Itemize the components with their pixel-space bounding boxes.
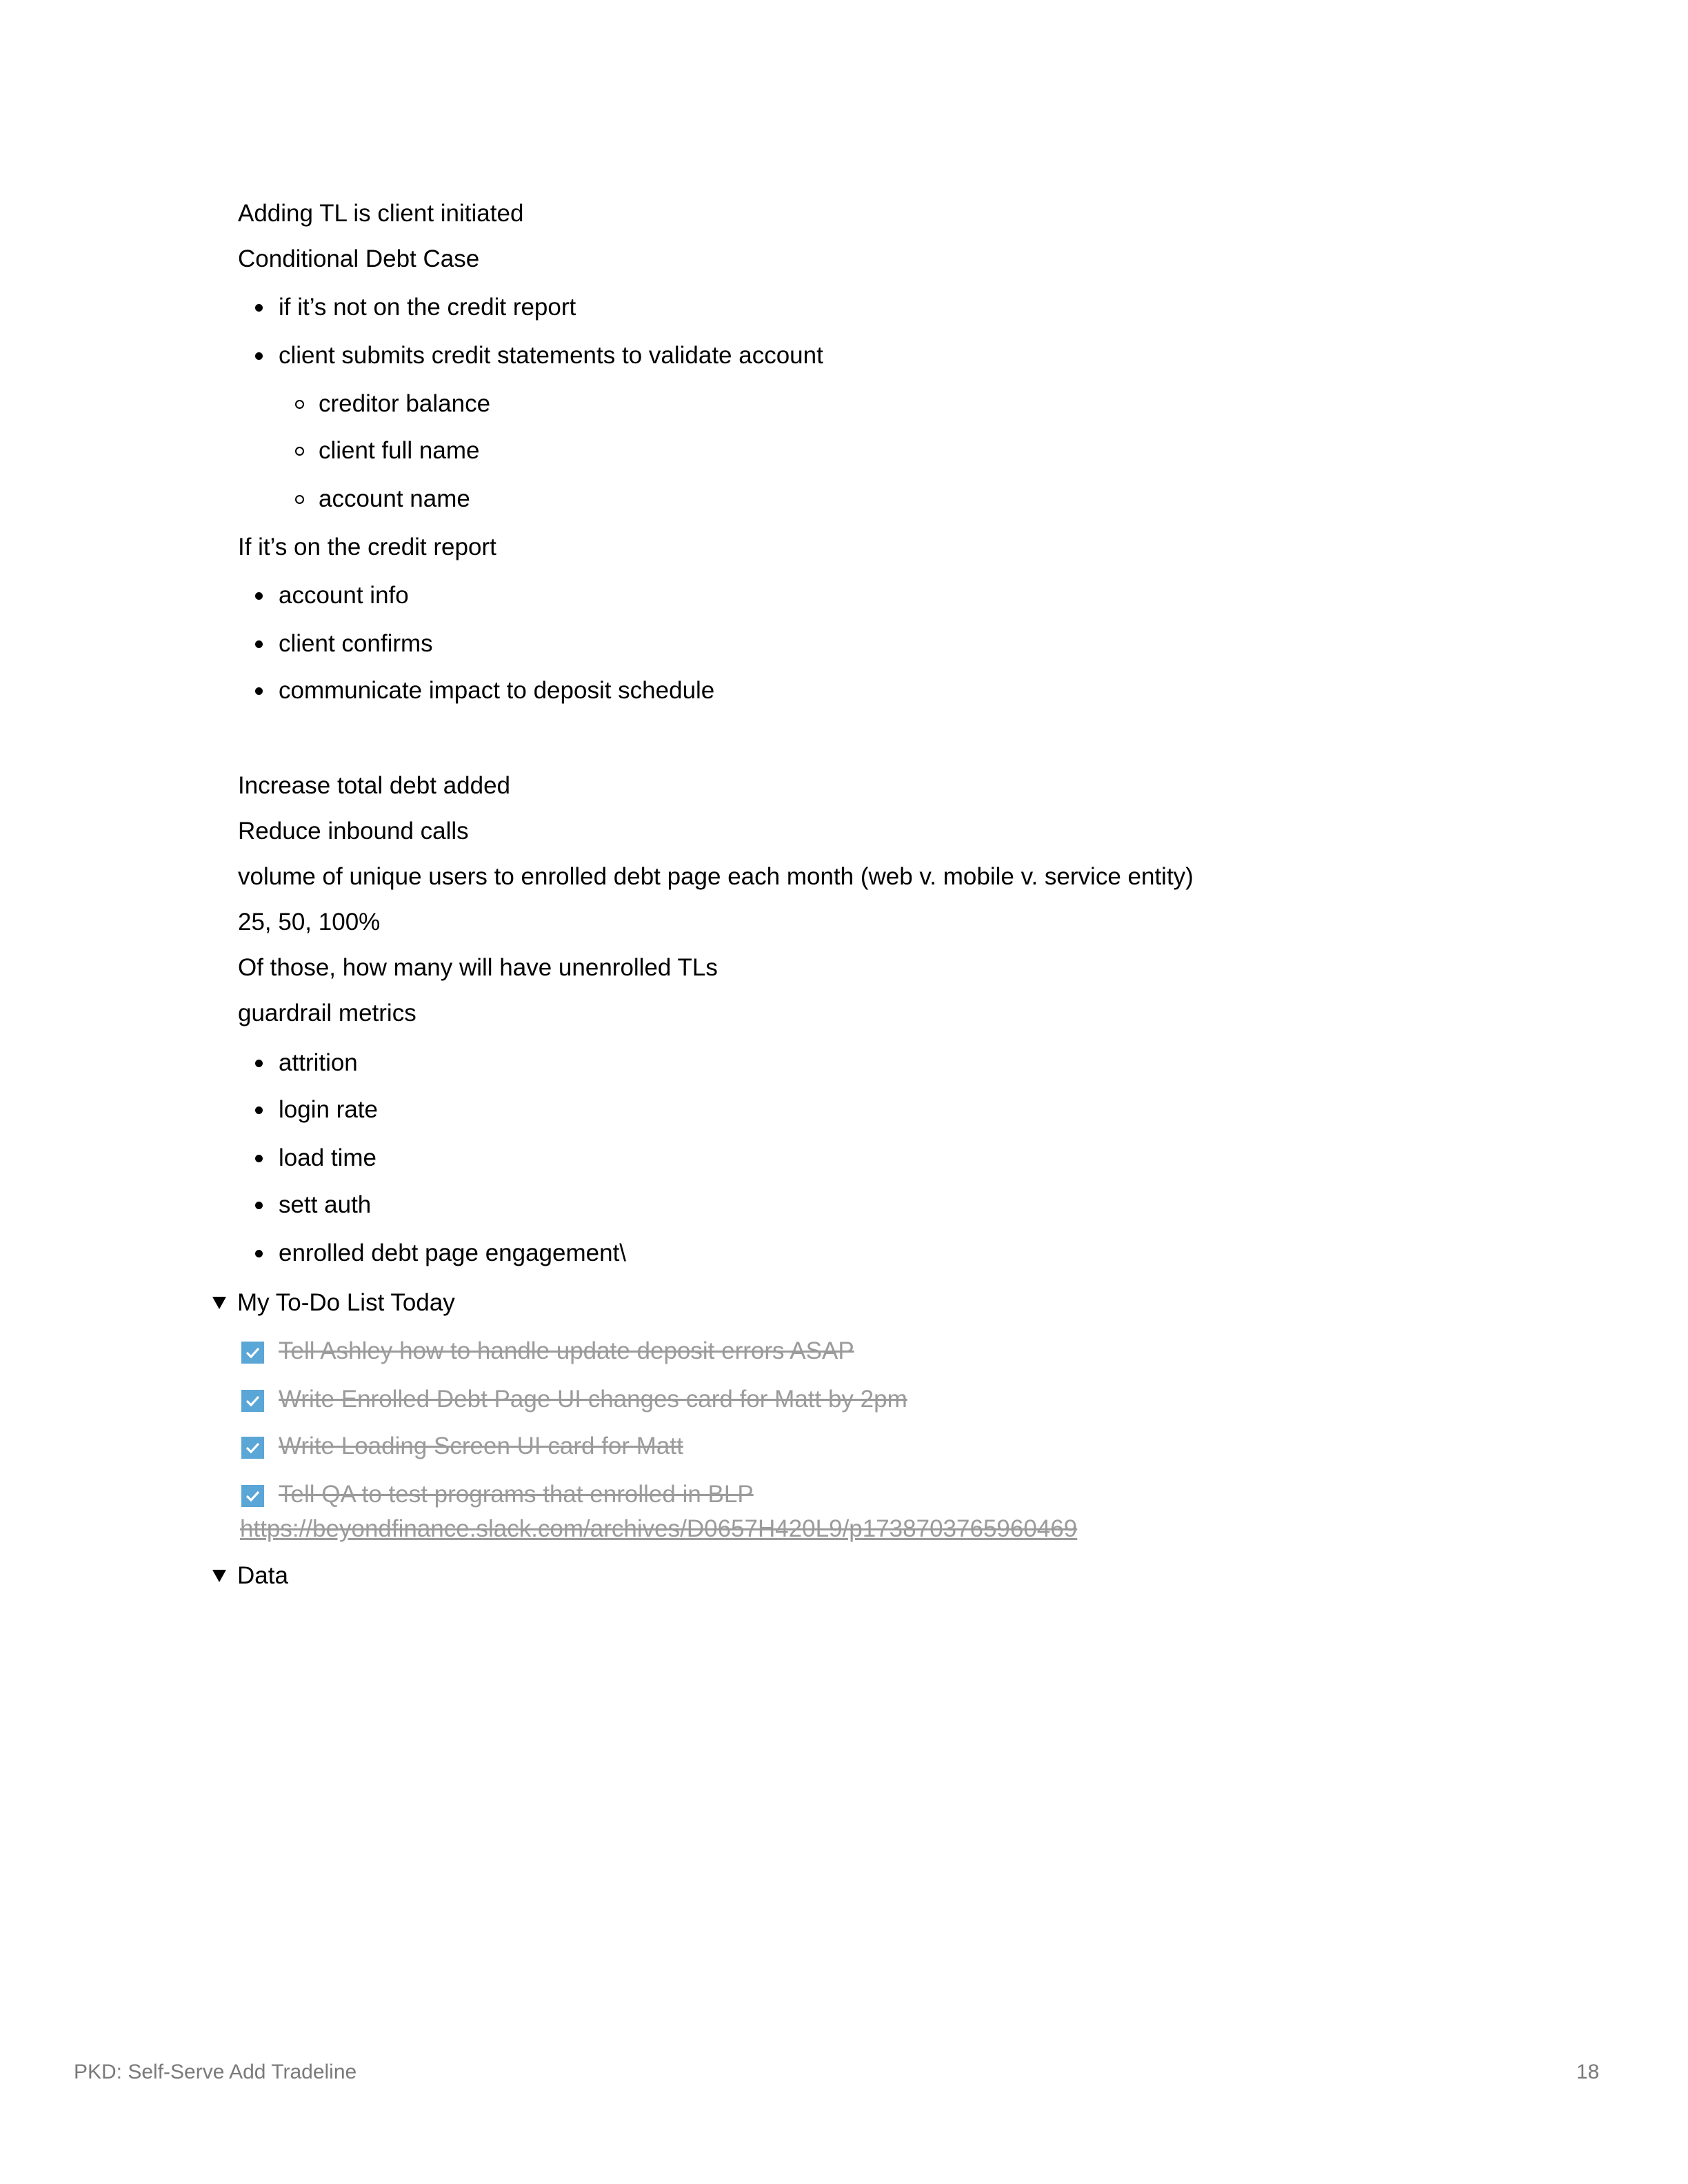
paragraph: If it’s on the credit report [238, 534, 496, 560]
paragraph: Adding TL is client initiated [238, 200, 524, 227]
todo-text: Tell Ashley how to handle update deposit errors ASAP [279, 1337, 854, 1364]
bullet-icon [255, 1106, 263, 1114]
paragraph: guardrail metrics [238, 1000, 416, 1027]
checkbox-checked[interactable] [241, 1485, 264, 1507]
list-item-text: load time [279, 1144, 377, 1171]
hollow-bullet-icon [295, 447, 304, 456]
slack-link[interactable]: https://beyondfinance.slack.com/archives/D0657H420L9/p1738703765960469 [240, 1515, 1078, 1542]
checkbox-checked[interactable] [241, 1342, 264, 1364]
checkmark-icon [245, 1394, 261, 1408]
triangle-down-icon[interactable] [212, 1297, 226, 1309]
list-item-text: creditor balance [319, 390, 491, 417]
todo-text: Write Loading Screen UI card for Matt [279, 1433, 683, 1459]
checkmark-icon [245, 1489, 261, 1503]
triangle-down-icon[interactable] [212, 1570, 226, 1582]
list-item-text: enrolled debt page engagement\ [279, 1240, 627, 1266]
list-item-text: account info [279, 582, 409, 609]
toggle-label: My To-Do List Today [237, 1289, 455, 1316]
paragraph: Conditional Debt Case [238, 245, 480, 272]
bullet-icon [255, 1155, 263, 1162]
hollow-bullet-icon [295, 495, 304, 504]
checkmark-icon [245, 1441, 261, 1455]
paragraph: Of those, how many will have unenrolled TLs [238, 954, 718, 981]
page-number: 18 [1576, 2061, 1600, 2083]
checkmark-icon [245, 1346, 261, 1359]
list-item-text: login rate [279, 1096, 378, 1123]
bullet-icon [255, 1250, 263, 1257]
paragraph: Increase total debt added [238, 772, 511, 799]
list-item-text: account name [319, 485, 470, 512]
bullet-icon [255, 640, 263, 648]
bullet-icon [255, 1202, 263, 1209]
bullet-icon [255, 687, 263, 695]
bullet-icon [255, 1060, 263, 1067]
toggle-label: Data [237, 1562, 288, 1589]
hollow-bullet-icon [295, 400, 304, 409]
list-item-text: attrition [279, 1049, 358, 1076]
footer-title: PKD: Self-Serve Add Tradeline [74, 2061, 357, 2083]
todo-text: Write Enrolled Debt Page UI changes card for Matt by 2pm [279, 1386, 907, 1413]
bullet-icon [255, 592, 263, 600]
list-item-text: if it’s not on the credit report [279, 294, 576, 321]
paragraph: volume of unique users to enrolled debt page each month (web v. mobile v. service entity) [238, 863, 1194, 890]
bullet-icon [255, 304, 263, 312]
checkbox-checked[interactable] [241, 1437, 264, 1459]
list-item-text: client submits credit statements to validate account [279, 342, 823, 369]
todo-text: Tell QA to test programs that enrolled in BLP [279, 1481, 754, 1508]
checkbox-checked[interactable] [241, 1390, 264, 1412]
list-item-text: communicate impact to deposit schedule [279, 677, 715, 704]
list-item-text: client full name [319, 437, 480, 464]
list-item-text: sett auth [279, 1191, 372, 1218]
paragraph: Reduce inbound calls [238, 818, 469, 845]
list-item-text: client confirms [279, 630, 433, 657]
bullet-icon [255, 352, 263, 360]
paragraph: 25, 50, 100% [238, 909, 381, 936]
